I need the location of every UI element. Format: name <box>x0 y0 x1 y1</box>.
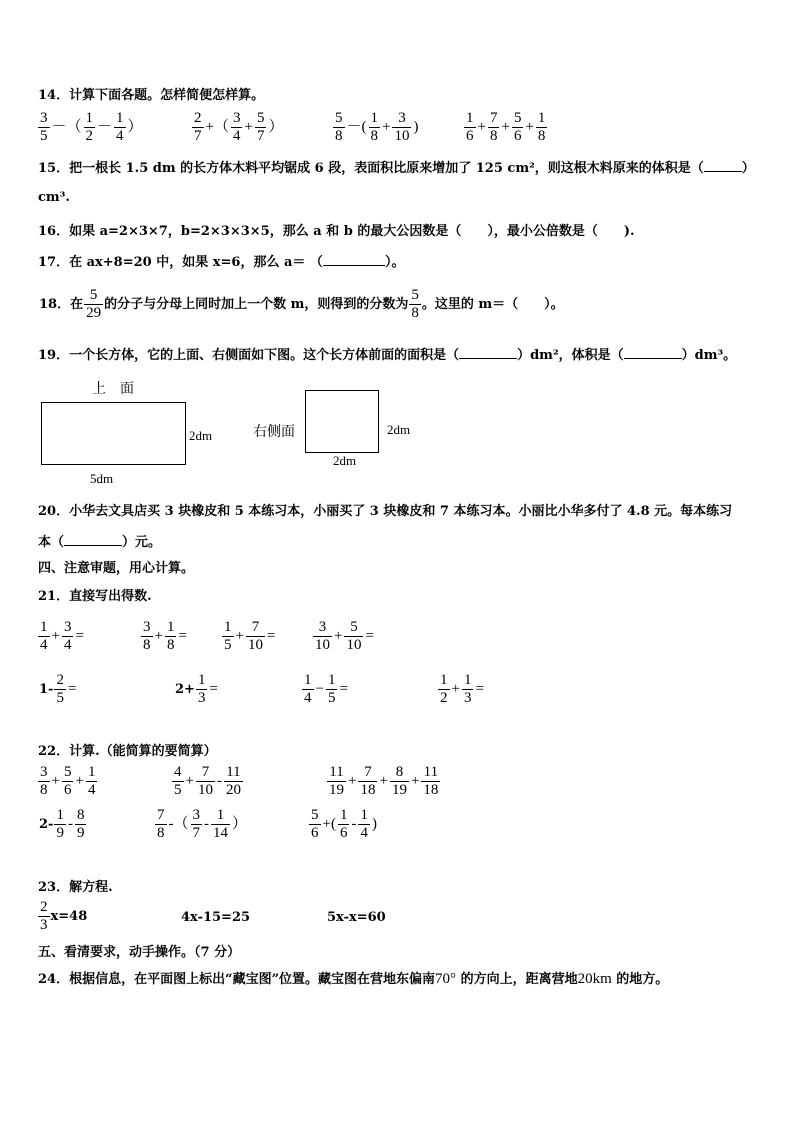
q22-title: 22．计算.（能简算的要简算） <box>38 744 217 759</box>
section-4-heading: 四、注意审题，用心计算。 <box>38 561 195 576</box>
q14-expr-3: $\frac{5}{8}$ －( $\frac{1}{8}$ + $\frac{3}{10}$ ) <box>335 110 419 144</box>
q19-top-width-label: 5dm <box>90 471 114 486</box>
q15-line-2: cm³. <box>38 190 70 205</box>
q22-expr-1: $\frac{3}{8}$ + $\frac{5}{6}$ + $\frac{1}{4}$ <box>40 764 96 798</box>
q14-title: 14．计算下面各题。怎样简便怎样算。 <box>38 88 265 103</box>
q19-top-height-label: 2dm <box>189 428 213 443</box>
q21-r2-expr-2: 2+ $\frac{1}{3}$ = <box>175 672 218 706</box>
q21-r1-expr-1: $\frac{1}{4}$ + $\frac{3}{4}$ = <box>40 619 84 653</box>
q19-area-blank[interactable] <box>459 358 517 359</box>
q17-text: 17．在 ax+8=20 中，如果 x=6，那么 a＝ （ ）。 <box>38 255 405 270</box>
q17-answer-blank[interactable] <box>323 265 385 266</box>
q14-expr-2: $\frac{2}{7}$ +（ $\frac{3}{4}$ + $\frac{5}{7}$ ） <box>194 110 284 144</box>
q21-title: 21．直接写出得数. <box>38 589 152 604</box>
q21-r2-expr-3: $\frac{1}{4}$ − $\frac{1}{5}$ = <box>304 672 348 706</box>
q19-side-face-label: 右侧面 <box>253 424 295 440</box>
q19-volume-blank[interactable] <box>624 358 682 359</box>
q19-side-width-label: 2dm <box>333 453 357 468</box>
q14-expr-4: $\frac{1}{6}$ + $\frac{7}{8}$ + $\frac{5}{6}$ + $\frac{1}{8}$ <box>466 110 546 144</box>
q21-r1-expr-2: $\frac{3}{8}$ + $\frac{1}{8}$ = <box>143 619 187 653</box>
q16-text: 16．如果 a=2×3×7，b=2×3×3×5，那么 a 和 b 的最大公因数是（ ），最小公倍数是（ ). <box>38 224 635 239</box>
q19-top-face-label: 上 面 <box>92 381 134 397</box>
q15-line-1: 15．把一根长 1.5 dm 的长方体木料平均锯成 6 段，表面积比原来增加了 125 cm²，则这根木料原来的体积是（ ） <box>38 161 755 176</box>
q20-line-2: 本（ ）元。 <box>38 535 162 550</box>
q14-expr-1: $\frac{3}{5}$ －（ $\frac{1}{2}$ － $\frac{1}{4}$ ） <box>40 110 143 144</box>
q23-equation-3: 5x-x=60 <box>327 910 386 925</box>
q21-r1-expr-4: $\frac{3}{10}$ + $\frac{5}{10}$ = <box>315 619 374 653</box>
q22-expr-4: 2- $\frac{1}{9}$ - $\frac{8}{9}$ <box>39 807 85 841</box>
q19-top-face-rect <box>41 402 186 465</box>
q19-side-height-label: 2dm <box>387 422 411 437</box>
q20-answer-blank[interactable] <box>64 545 122 546</box>
section-5-heading: 五、看清要求，动手操作。（7 分） <box>38 945 241 960</box>
q23-title: 23．解方程. <box>38 880 113 895</box>
q21-r2-expr-4: $\frac{1}{2}$ + $\frac{1}{3}$ = <box>440 672 484 706</box>
q22-expr-2: $\frac{4}{5}$ + $\frac{7}{10}$ - $\frac{11}{20}$ <box>174 764 241 798</box>
q21-r2-expr-1: 1- $\frac{2}{5}$ = <box>39 672 77 706</box>
q22-expr-5: $\frac{7}{8}$ -（ $\frac{3}{7}$ - $\frac{1}{14}$ ） <box>157 807 248 841</box>
q18-text: 18．在 $\frac{5}{29}$ 的分子与分母上同时加上一个数 m，则得到的分数为 $\frac{5}{8}$ 。这里的 m＝（ ）。 <box>39 287 564 321</box>
q23-equation-1: $\frac{2}{3}$ x=48 <box>40 899 88 933</box>
q23-equation-2: 4x-15=25 <box>181 910 251 925</box>
q19-text: 19．一个长方体，它的上面、右侧面如下图。这个长方体前面的面积是（ ）dm²，体积是（ ）dm³。 <box>38 348 737 363</box>
q21-r1-expr-3: $\frac{1}{5}$ + $\frac{7}{10}$ = <box>224 619 276 653</box>
q15-answer-blank[interactable] <box>704 171 742 172</box>
q24-text: 24．根据信息，在平面图上标出“藏宝图”位置。藏宝图在营地东偏南70° 的方向上，距离营地20km 的地方。 <box>38 971 669 987</box>
q22-expr-6: $\frac{5}{6}$ +( $\frac{1}{6}$ - $\frac{1}{4}$ ) <box>311 807 377 841</box>
q20-line-1: 20．小华去文具店买 3 块橡皮和 5 本练习本，小丽买了 3 块橡皮和 7 本练习本。小丽比小华多付了 4.8 元。每本练习 <box>38 504 733 519</box>
q19-side-face-rect <box>305 390 379 453</box>
q22-expr-3: $\frac{11}{19}$ + $\frac{7}{18}$ + $\frac{8}{19}$ + $\frac{11}{18}$ <box>329 764 439 798</box>
